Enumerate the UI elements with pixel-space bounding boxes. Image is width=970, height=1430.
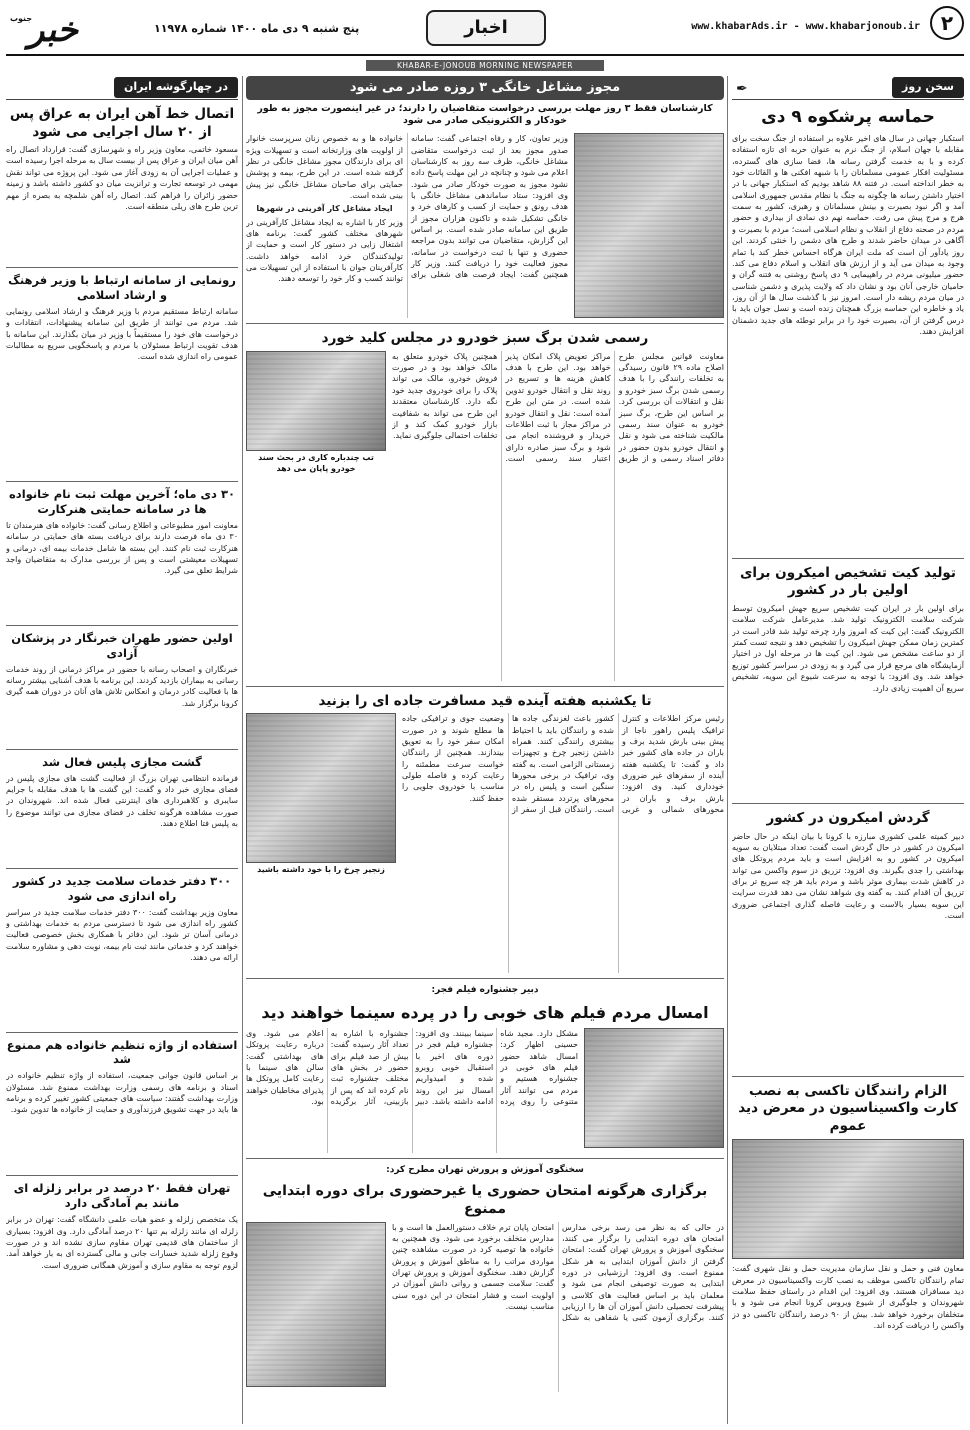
article-headline: امسال مردم فیلم های خوبی را در پرده سینما خواهند دید — [261, 1003, 709, 1023]
article-body: در حالی که به نظر می رسد برخی مدارس امتحان های دوره ابتدایی را برگزار می کنند، سخنگوی آموزش و پرورش تهران گفت: امتحان گرفتن از دانش آموزان ابتدایی به هر شکل ممنوع است. وی افزود: ارزشیابی در دوره ابتدایی به صورت توصیفی انجام می شود و معلمان باید بر اساس فعالیت های کلاسی و پیشرفت تحصیلی دانش آموزان آن ها را ارزیابی کنند. برگزاری آزمون کتبی یا شفاهی به شکل امتحان پایان ترم خلاف دستورالعمل ها است و با مدارس متخلف برخورد می شود. وی همچنین به خانواده ها توصیه کرد در صورت مشاهده چنین مواردی مراتب را به مناطق آموزش و پرورش گزارش دهند. سخنگوی آموزش و پرورش تهران گفت: سلامت جسمی و روانی دانش آموزان در اولویت است و فشار امتحان در این دوره سنی مناسب نیست. — [392, 1222, 724, 1323]
photo-wrap — [584, 1028, 724, 1153]
news-item — [6, 631, 238, 744]
divider — [6, 1032, 238, 1033]
article-body: معاونت قوانین مجلس طرح اصلاح ماده ۲۹ قانون رسیدگی به تخلفات رانندگی را با هدف رسمی شدن برگ سبز خودرو و نقل و انتقالات آن بررسی کرد. بر اساس این طرح، برگ سبز خودرو به عنوان سند رسمی مالکیت شناخته می شود و نقل و انتقال خودرو بدون حضور در دفاتر اسناد رسمی و از طریق مراکز تعویض پلاک امکان پذیر خواهد بود. این طرح با هدف کاهش هزینه ها و تسریع در روند نقل و انتقال خودرو تدوین شده است. در متن این طرح آمده است: نقل و انتقال خودرو در مراکز مجاز با ثبت اطلاعات خریدار و فروشنده انجام می شود و برگ سبز صادره دارای اعتبار سند رسمی است. همچنین پلاک خودرو متعلق به مالک خواهد بود و در صورت فروش خودرو، مالک می تواند پلاک را برای خودروی جدید خود نگه دارد. کارشناسان معتقدند این طرح می تواند به شفافیت بازار خودرو کمک کند و از تخلفات احتمالی جلوگیری نماید. — [392, 351, 724, 463]
news-body: بر اساس قانون جوانی جمعیت، استفاده از واژه تنظیم خانواده در اسناد و برنامه های رسمی وزارت بهداشت ممنوع شد. مسئولان وزارت بهداشت گفتند: سیاست های جمعیتی کشور تغییر کرده و برنامه ها باید در جهت تشویق فرزندآوری و حمایت از خانواده ها تدوین شود. — [6, 1071, 238, 1115]
paragraph: وزیر کار با اشاره به ایجاد مشاغل کارآفرینی در شهرهای مختلف کشور گفت: برنامه های اشتغال زایی در دستور کار است و حمایت از تولیدکنندگان خرد ادامه خواهد داشت. کارآفرینان جوان با استفاده از این تسهیلات می توانند کسب و کار خود را توسعه دهند. — [246, 217, 403, 284]
article-body: مشکل دارد. مجید شاه حسینی اظهار کرد: امسال شاهد حضور فیلم های خوبی در جشنواره هستیم و مردم می توانند آثار متنوعی را روی پرده سینما ببینند. وی افزود: جشنواره فیلم فجر در دوره های اخیر با استقبال خوبی روبرو شده و امیدواریم امسال نیز این روند ادامه داشته باشد. دبیر جشنواره با اشاره به تعداد آثار رسیده گفت: بیش از صد فیلم برای حضور در بخش های مختلف جشنواره ثبت نام کرده اند که پس از بازبینی، آثار برگزیده اعلام می شود. وی درباره رعایت پروتکل های بهداشتی گفت: سالن های سینما با رعایت کامل پروتکل ها پذیرای مخاطبان خواهند بود. — [246, 1029, 578, 1107]
divider — [246, 978, 724, 979]
subheading: تب چندباره کاری در بحث سند خودرو پایان می دهد — [258, 452, 374, 473]
article-headline: برگزاری هرگونه امتحان حضوری یا غیرحضوری برای دوره ابتدایی ممنوع — [262, 1183, 708, 1218]
news-headline: اولین حضور طهران خبرنگار در پزشکان آزادی — [11, 630, 233, 660]
article-block — [246, 351, 724, 681]
editorial-header — [732, 76, 964, 100]
divider — [6, 625, 238, 626]
article-headline: گردش امیکرون در کشور — [766, 810, 930, 827]
article-kicker: سخنگوی آموزش و پرورش تهران مطرح کرد: — [386, 1165, 584, 1175]
divider — [732, 1076, 964, 1077]
news-headline: ۳۰ دی ماه؛ آخرین مهلت ثبت نام خانواده ها در سامانه حمایتی هنرکارت — [9, 486, 235, 516]
divider — [246, 1158, 724, 1159]
article-block — [246, 713, 724, 973]
article-banner: مجوز مشاغل خانگی ۳ روزه صادر می شود — [246, 76, 724, 100]
cinema-photo — [584, 1028, 724, 1148]
home-business-photo — [574, 133, 724, 318]
article-lead: کارشناسان فقط ۳ روز مهلت بررسی درخواست متقاضیان را دارند؛ در غیر اینصورت مجوز به طور خودکار و الکترونیکی صادر می شود — [257, 102, 713, 127]
news-item — [6, 1181, 238, 1324]
newspaper-page — [6, 6, 964, 1424]
article-headline: حماسه پرشکوه ۹ دی — [761, 107, 935, 127]
english-name-bar: KHABAR-E-JONOUB MORNING NEWSPAPER — [366, 60, 604, 71]
article-body: دبیر کمیته علمی کشوری مبارزه با کرونا با بیان اینکه در حال حاضر امیکرون در کشور در حال گردش است گفت: تعداد مبتلایان به سویه امیکرون در کشور رو به افزایش است و باید مردم پروتکل های بهداشتی را جدی بگیرند. وی افزود: تزریق دز سوم واکسن می تواند در کاهش شدت بیماری موثر باشد و مردم باید هر چه سریع تر برای تزریق آن اقدام کنند. به گفته وی شواهد نشان می دهد قدرت سرایت این سویه بسیار بالاست و رعایت فاصله گذاری اجتماعی ضروری است. — [732, 831, 964, 921]
divider — [6, 749, 238, 750]
regional-news-header — [6, 76, 238, 100]
news-body: سامانه ارتباط مستقیم مردم با وزیر فرهنگ و ارشاد اسلامی رونمایی شد. مردم می توانند از طریق این سامانه پیشنهادات، انتقادات و درخواست های خود را مستقیماً با وزیر در میان بگذارند. این سامانه با هدف تقویت ارتباط مسئولان با مردم و پاسخگویی سریع به مطالبات عمومی راه اندازی شده است. — [6, 306, 238, 362]
photo-caption: زنجیر چرخ را با خود داشته باشید — [257, 865, 385, 875]
news-headline: ۳۰۰ دفتر خدمات سلامت جدید در کشور راه اندازی می شود — [12, 873, 232, 903]
news-item — [6, 874, 238, 1027]
newspaper-logo — [6, 6, 146, 56]
article-headline: الزام رانندگان تاکسی به نصب کارت واکسیناسیون در معرض دید عموم — [738, 1082, 958, 1134]
article-body — [246, 133, 568, 318]
news-headline: اتصال خط آهن ایران به عراق پس از ۲۰ سال اجرایی می شود — [9, 106, 235, 140]
photo-wrap — [574, 133, 724, 318]
news-headline: استفاده از واژه تنظیم خانواده هم ممنوع شد — [6, 1037, 238, 1067]
divider — [6, 868, 238, 869]
divider — [6, 481, 238, 482]
page-number: ۲ — [930, 6, 964, 40]
photo-wrap — [246, 1222, 386, 1392]
divider — [732, 803, 964, 804]
divider — [246, 323, 724, 324]
column-divider — [242, 76, 243, 1424]
news-body: خبرنگاران و اصحاب رسانه با حضور در مراکز درمانی از روند خدمات رسانی به بیماران بازدید کردند. این برنامه با هدف آشنایی بیشتر رسانه ها با فعالیت کادر درمان و انعکاس تلاش های آنان در دوران همه گیری کرونا برگزار شد. — [6, 664, 238, 708]
news-body: فرمانده انتظامی تهران بزرگ از فعالیت گشت های مجازی پلیس در فضای مجازی خبر داد و گفت: این گشت ها با هدف مقابله با جرایم سایبری و کلاهبرداری های اینترنتی فعال شده اند. شهروندان در صورت مشاهده هرگونه تخلف در فضای مجازی می توانند موضوع را به پلیس فتا اطلاع دهند. — [6, 773, 238, 829]
article-block — [246, 133, 724, 318]
divider — [732, 558, 964, 559]
article-block — [246, 1222, 724, 1392]
news-item — [6, 106, 238, 262]
news-body: مسعود خاتمی، معاون وزیر راه و شهرسازی گفت: قرارداد اتصال راه آهن میان ایران و عراق پس از بیست سال به مرحله اجرا رسیده است و عملیات اجرایی آن به زودی آغاز می شود. این پروژه می تواند نقش مهمی در توسعه تجارت و ترانزیت میان دو کشور داشته باشد و زمینه حضور زائران را فراهم کند. اتصال راه آهن شلمچه به بصره از مهم ترین طرح های ریلی منطقه است. — [6, 145, 238, 211]
divider — [6, 267, 238, 268]
subheading: ایجاد مشاغل کار آفرینی در شهرها — [256, 204, 393, 214]
news-body: یک متخصص زلزله و عضو هیات علمی دانشگاه گفت: تهران در برابر زلزله ای مانند زلزله بم تنها ۲۰ درصد آمادگی دارد. وی افزود: بسیاری از ساختمان های قدیمی تهران مقاوم سازی نشده اند و در صورت وقوع زلزله شدید خسارات جانی و مالی گسترده ای به بار خواهد آمد. لزوم توجه به مقاوم سازی و آموزش همگانی ضروری است. — [6, 1215, 238, 1270]
logo-text: خبر — [28, 10, 79, 50]
section-title: اخبار — [426, 10, 546, 46]
news-headline: رونمایی از سامانه ارتباط با وزیر فرهنگ و ارشاد اسلامی — [8, 273, 236, 303]
news-headline: تهران فقط ۲۰ درصد در برابر زلزله ای مانند بم آمادگی دارد — [13, 1181, 231, 1211]
article-kicker: دبیر جشنواره فیلم فجر: — [431, 985, 539, 996]
photo-wrap — [246, 713, 396, 973]
news-body: معاون وزیر بهداشت گفت: ۳۰۰ دفتر خدمات سلامت جدید در سراسر کشور راه اندازی می شود تا دسترسی مردم به خدمات بهداشتی و درمانی آسان تر شود. این دفاتر با همکاری بخش خصوصی فعالیت خواهند کرد و خدماتی مانند ثبت نام بیمه، نوبت دهی و مشاوره سلامت ارائه می دهند. — [6, 907, 238, 962]
news-item — [6, 487, 238, 620]
student-photo — [246, 1222, 386, 1387]
left-column — [6, 76, 238, 1324]
article-body: معاون فنی و حمل و نقل سازمان مدیریت حمل و نقل شهری گفت: تمام رانندگان تاکسی موظف به نصب کارت واکسیناسیون در معرض دید مسافران هستند. وی افزود: این اقدام در راستای حفظ سلامت شهروندان و جلوگیری از شیوع ویروس کرونا انجام می شود و با متخلفان برخورد خواهد شد. بیش از ۹۰ درصد رانندگان تاکسی دو دز واکسن را دریافت کرده اند. — [732, 1264, 964, 1331]
article-block — [246, 1028, 724, 1153]
green-card-photo — [246, 351, 386, 451]
news-item — [6, 755, 238, 863]
snowy-road-photo — [246, 713, 396, 863]
column-divider — [727, 76, 728, 1424]
article-body: رئیس مرکز اطلاعات و کنترل ترافیک پلیس راهور ناجا از پیش بینی بارش شدید برف و باران در جاده های کشور خبر داد و گفت: تا یکشنبه هفته آینده از سفرهای غیر ضروری خودداری کنید. وی افزود: بارش برف و باران در محورهای شمالی و غربی کشور باعث لغزندگی جاده ها شده و رانندگان باید با احتیاط بیشتری رانندگی کنند. همراه داشتن زنجیر چرخ و تجهیزات زمستانی الزامی است. به گفته وی، ترافیک در برخی محورها سنگین است و پلیس راه در محورهای پرتردد مستقر شده است. رانندگان قبل از سفر از وضعیت جوی و ترافیکی جاده ها مطلع شوند و در صورت امکان سفر خود را به تعویق بیندازند. همچنین از رانندگان خواست سرعت مطمئنه را رعایت کرده و فاصله طولی مناسب با خودروی جلویی را حفظ کنند. — [402, 714, 724, 815]
news-headline: گشت مجازی پلیس فعال شد — [42, 754, 202, 769]
right-column — [732, 76, 964, 1413]
page-header — [6, 6, 964, 70]
taxi-photo — [732, 1139, 964, 1259]
photo-wrap — [246, 351, 386, 681]
news-body: معاونت امور مطبوعاتی و اطلاع رسانی گفت: خانواده های هنرمندان تا ۳۰ دی ماه فرصت دارند برای دریافت بسته های حمایتی در سامانه هنرکارت ثبت نام کنند. این بسته ها شامل خدمات بیمه ای، درمانی و تسهیلات معیشتی است و پس از بررسی مدارک به متقاضیان واجد شرایط تعلق می گیرد. — [6, 520, 238, 576]
article-headline: رسمی شدن برگ سبز خودرو در مجلس کلید خورد — [321, 330, 649, 347]
article-headline: تا یکشنبه هفته آینده قید مسافرت جاده ای را بزنید — [318, 692, 652, 709]
article-body: استکبار جهانی در سال های اخیر علاوه بر استفاده از جنگ سخت برای مقابله با جهان اسلام، از جنگ نرم به عنوان حربه ای تازه استفاده کرده و با به خدمت گرفتن رسانه ها، فضا سازی های گسترده، مسئولیت افکار عمومی مسلمانان را با شبهه افکنی ها و القائات خود به خطر انداخته است. در فتنه ۸۸ شاهد بودیم که استکبار جهانی با در اختیار داشتن رسانه ها چگونه به جنگ با نظام مقدس جمهوری اسلامی آمد و اگر نبود بصیرت و بینش مسلمانان و رهبری، کشور به سمت هرج و مرج پیش می رفت. حماسه نهم دی نمادی از بیداری و حضور مردم در صحنه دفاع از انقلاب و نظام اسلامی است؛ مردم با بصیرت و آگاهی در میدان حاضر شدند و طرح های دشمن را خنثی کردند. این روز یادآور آن است که ملت ایران هرگاه احساس خطر کند با تمام وجود به میدان می آید و از ارزش های انقلاب و اسلام دفاع می کند. حضور میلیونی مردم در راهپیمایی ۹ دی پاسخ روشنی به فتنه گران و حامیان خارجی آنان بود و نشان داد که ولایت پذیری و دشمن شناسی در میان مردم ریشه دار است. امروز نیز با گذشت سال ها از آن روز، یاد و خاطره این حماسه بزرگ همچنان زنده است و نسل جوان باید با درس گرفتن از آن، بصیرت خود را در برابر توطئه های جدید دشمنان افزایش دهند. — [732, 133, 964, 337]
news-item — [6, 1038, 238, 1171]
middle-column — [246, 76, 724, 1392]
header-rule — [6, 54, 964, 56]
logo-subtext: جنوب — [10, 14, 33, 23]
editorial-tag: سخن روز — [892, 77, 964, 98]
site-urls[interactable]: www.khabarAds.ir - www.khabarjonoub.ir — [691, 21, 920, 32]
news-item — [6, 273, 238, 476]
divider — [246, 686, 724, 687]
pen-icon: ✒ — [736, 81, 748, 97]
issue-dateline: پنج شنبه ۹ دی ماه ۱۴۰۰ شماره ۱۱۹۷۸ — [154, 22, 360, 35]
regional-news-tag: در چهارگوشه ایران — [114, 77, 238, 98]
article-body: برای اولین بار در ایران کیت تشخیص سریع جهش امیکرون توسط شرکت سلامت الکترونیک تولید شد. مدیرعامل شرکت سلامت الکترونیک گفت: این کیت که امروز وارد چرخه تولید شد قادر است در کمترین زمان ممکن جهش امیکرون را تشخیص دهد و نتیجه تست کمتر از دو ساعت مشخص می شود. این کیت ها در مرحله اول در اختیار آزمایشگاه های مرجع قرار می گیرد و به زودی در سراسر کشور توزیع خواهد شد. وی افزود: با توجه به سرعت شیوع این سویه، تشخیص سریع آن اهمیت زیادی دارد. — [732, 604, 964, 693]
divider — [6, 1175, 238, 1176]
paragraph: وزیر تعاون، کار و رفاه اجتماعی گفت: سامانه صدور مجوز بعد از ثبت درخواست متقاضی مشاغل خانگی، ظرف سه روز به کارشناسان اعلام می شود و چنانچه در این مهلت پاسخ داده نشود مجوز به صورت خودکار صادر می شود. وی افزود: ستاد ساماندهی مشاغل خانگی با هدف رونق و حمایت از کسب و کارهای خرد و خانگی تشکیل شده و تاکنون هزاران مجوز از طریق این سامانه صادر شده است. بر اساس این گزارش، متقاضیان می توانند بدون مراجعه حضوری و تنها با ثبت درخواست در سامانه، مجوز فعالیت خود را دریافت کنند. وزیر کار همچنین گفت: ایجاد فرصت های شغلی برای خانواده ها و به خصوص زنان سرپرست خانوار از اولویت های وزارتخانه است و تسهیلات ویژه ای برای دارندگان مجوز مشاغل خانگی در نظر گرفته شده است. در این طرح، بیمه و پوشش حمایتی برای صاحبان مشاغل خانگی نیز پیش بینی شده است. — [246, 134, 568, 280]
article-headline: تولید کیت تشخیص امیکرون برای اولین بار در کشور — [740, 564, 956, 599]
